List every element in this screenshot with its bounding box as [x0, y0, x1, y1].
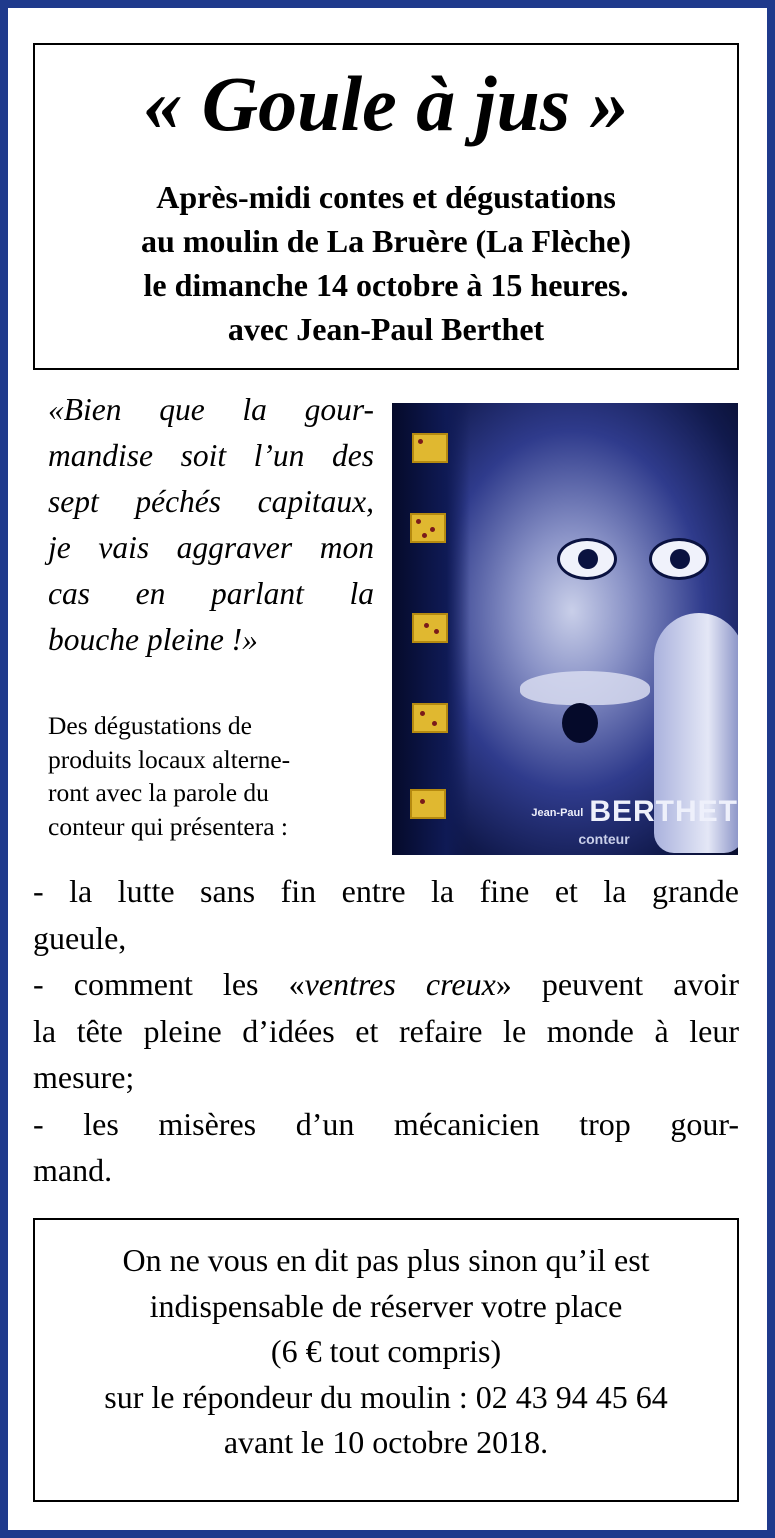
program-list [33, 868, 739, 1194]
quote-line: cas en parlant la [48, 576, 374, 611]
mustache [520, 671, 650, 705]
reservation-box [33, 1218, 739, 1502]
tasting-intro [48, 709, 378, 843]
playing-card-icon [412, 703, 448, 733]
program-item-line: mesure; [33, 1059, 135, 1095]
intro-line: produits locaux alterne- [48, 744, 291, 774]
program-item-line: - la lutte sans fin entre la fine et la grande [33, 873, 739, 909]
quote-line: «Bien que la gour- [48, 392, 374, 427]
quote-line: je vais aggraver mon [48, 530, 374, 565]
photo-caption-last-name: BERTHET [589, 795, 738, 828]
program-item-line: gueule, [33, 919, 127, 956]
program-item-line: - les misères d’un mécanicien trop gour- [33, 1105, 739, 1142]
intro-line: conteur qui présentera : [48, 811, 289, 841]
photo-caption [500, 795, 738, 829]
program-item [33, 868, 739, 961]
program-item [33, 961, 739, 1101]
program-item-line [33, 961, 739, 1008]
program-item-text: - comment les « [33, 966, 305, 1002]
reservation-phone: sur le répondeur du moulin : 02 43 94 45 64 [104, 1378, 668, 1415]
program-item-italic: ventres creux [304, 966, 496, 1002]
storyteller-photo [392, 403, 738, 855]
quote-line: mandise soit l’un des [48, 438, 374, 473]
playing-card-icon [410, 789, 446, 819]
event-details [35, 175, 737, 351]
playing-card-icon [412, 433, 448, 463]
event-detail-line: avec Jean-Paul Berthet [227, 311, 545, 347]
event-detail-line: Après-midi contes et dégustations [156, 179, 616, 215]
photo-caption-first-name: Jean-Paul [531, 807, 584, 820]
program-item-text: » peuvent avoir [495, 966, 740, 1002]
photo-caption-role: conteur [578, 831, 630, 847]
playing-card-icon [410, 513, 446, 543]
quote-line: bouche pleine !» [48, 622, 258, 657]
intro-line: Des dégustations de [48, 711, 252, 740]
storyteller-quote [48, 387, 374, 663]
eye [652, 541, 706, 577]
face-eyes [560, 541, 710, 591]
reservation-text [35, 1238, 737, 1466]
program-item [33, 1101, 739, 1194]
reservation-deadline: avant le 10 octobre 2018. [223, 1424, 549, 1460]
playing-card-icon [412, 613, 448, 643]
eye [560, 541, 614, 577]
intro-line: ront avec la parole du [48, 778, 269, 807]
event-detail-line: le dimanche 14 octobre à 15 heures. [143, 267, 629, 303]
quote-line: sept péchés capitaux, [48, 484, 374, 519]
event-detail-line: au moulin de La Bruère (La Flèche) [140, 223, 632, 259]
reservation-line: indispensable de réserver votre place [149, 1287, 623, 1324]
page-title: « Goule à jus » [143, 60, 629, 147]
program-item-line: la tête pleine d’idées et refaire le monde à leur [33, 1012, 739, 1049]
reservation-line: On ne vous en dit pas plus sinon qu’il est [122, 1242, 650, 1278]
header-box [33, 43, 739, 370]
reservation-price: (6 € tout compris) [270, 1333, 502, 1369]
program-item-line: mand. [33, 1152, 113, 1188]
mouth [562, 703, 598, 743]
